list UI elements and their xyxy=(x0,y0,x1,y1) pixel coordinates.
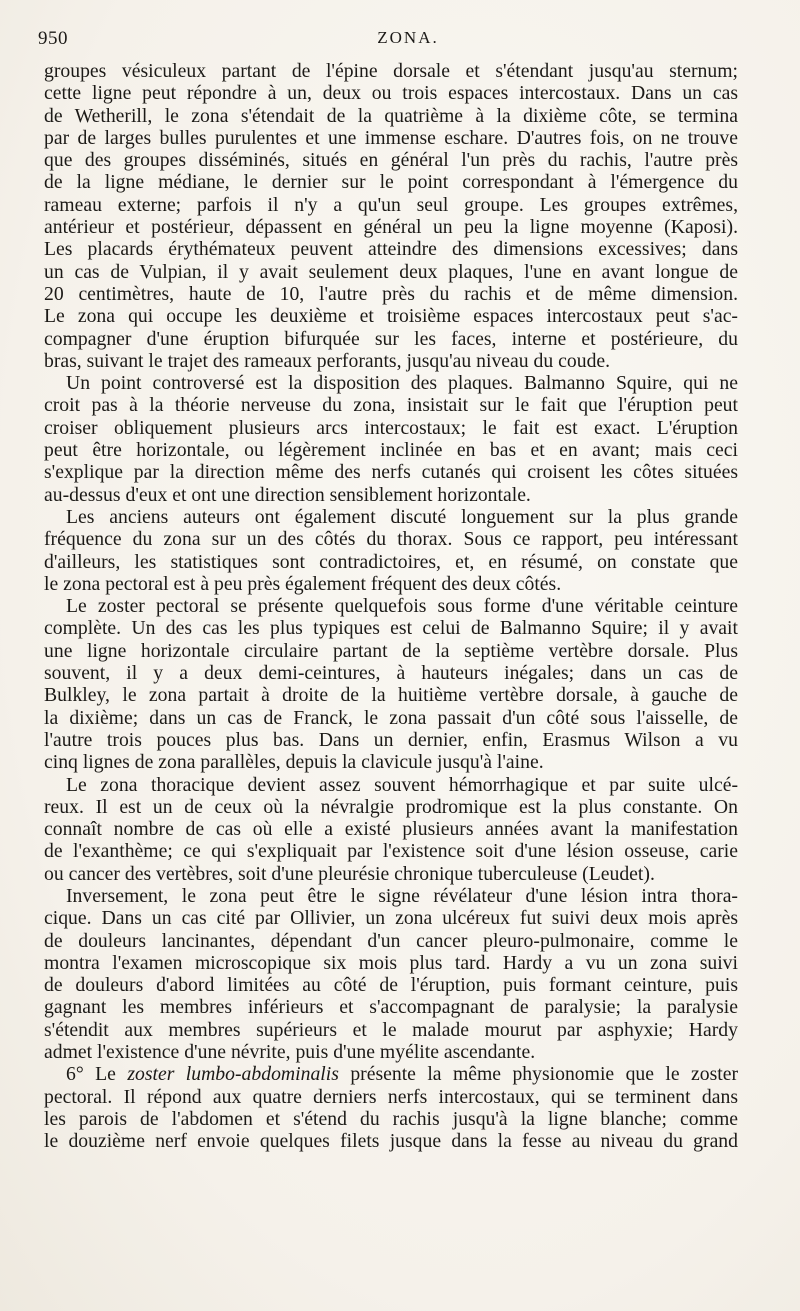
text-line: Le zona thoracique devient assez souvent hémorrhagique et par suite ulcé- xyxy=(66,773,738,796)
text-line: Les anciens auteurs ont également discuté longuement sur la plus grande xyxy=(66,505,738,528)
text-line: un cas de Vulpian, il y avait seulement deux plaques, l'une en avant longue de xyxy=(44,260,738,283)
text-line: Le zona qui occupe les deuxième et troisième espaces intercostaux peut s'ac- xyxy=(44,305,738,328)
text-line: le zona pectoral est à peu près également fréquent des deux côtés. xyxy=(44,572,562,595)
section-6-line xyxy=(44,1063,738,1085)
text-line: de la ligne médiane, le dernier sur le point correspondant à l'émergence du xyxy=(44,171,738,194)
text-line: croit pas à la théorie nerveuse du zona, insistait sur le fait que l'éruption peut xyxy=(44,394,738,417)
text-line: admet l'existence d'une névrite, puis d'une myélite ascendante. xyxy=(44,1041,536,1064)
text-line: bras, suivant le trajet des rameaux perforants, jusqu'au niveau du coude. xyxy=(44,349,611,372)
text-line: s'étendit aux membres supérieurs et le malade mourut par asphyxie; Hardy xyxy=(44,1018,738,1041)
text-line: gagnant les membres inférieurs et s'accompagnant de paralysie; la paralysie xyxy=(44,996,738,1019)
text-line: 20 centimètres, haute de 10, l'autre près du rachis et de même dimension. xyxy=(44,282,738,305)
text-line: Un point controversé est la disposition des plaques. Balmanno Squire, qui ne xyxy=(66,372,738,395)
text-line: d'ailleurs, les statistiques sont contradictoires, et, en résumé, on constate que xyxy=(44,550,738,573)
text-line: antérieur et postérieur, dépassent en général un peu la ligne moyenne (Kaposi). xyxy=(44,216,738,239)
text-line: fréquence du zona sur un des côtés du thorax. Sous ce rapport, peu intéressant xyxy=(44,528,738,551)
text-line: cette ligne peut répondre à un, deux ou trois espaces intercostaux. Dans un cas xyxy=(44,82,738,105)
text-line: s'explique par la direction même des nerfs cutanés qui croisent les côtes situées xyxy=(44,461,738,484)
text-line: de douleurs d'abord limitées au côté de l'éruption, puis formant ceinture, puis xyxy=(44,974,738,997)
text-line: une ligne horizontale circulaire partant de la septième vertèbre dorsale. Plus xyxy=(44,639,738,662)
text-line: de l'exanthème; ce qui s'expliquait par l'existence soit d'une lésion osseuse, carie xyxy=(44,840,738,863)
text-line: montra l'examen microscopique six mois plus tard. Hardy a vu un zona suivi xyxy=(44,951,738,974)
text-line: pectoral. Il répond aux quatre derniers nerfs intercostaux, qui se terminent dans xyxy=(44,1085,738,1108)
text-line: par de larges bulles purulentes et une immense eschare. D'autres fois, on ne trouve xyxy=(44,126,738,149)
text-line: l'autre trois pouces plus bas. Dans un dernier, enfin, Erasmus Wilson a vu xyxy=(44,728,738,751)
page-number: 950 xyxy=(38,28,68,49)
text-line: cinq lignes de zona parallèles, depuis la clavicule jusqu'à l'aine. xyxy=(44,751,544,774)
text-line: Bulkley, le zona partait à droite de la huitième vertèbre dorsale, à gauche de xyxy=(44,684,738,707)
text-line: cique. Dans un cas cité par Ollivier, un zona ulcéreux fut suivi deux mois après xyxy=(44,907,738,930)
section-number: 6° xyxy=(66,1063,84,1086)
text-line: les parois de l'abdomen et s'étend du rachis jusqu'à la ligne blanche; comme xyxy=(44,1107,738,1130)
text-line: Les placards érythémateux peuvent atteindre des dimensions excessives; dans xyxy=(44,238,738,261)
text-line: compagner d'une éruption bifurquée sur les faces, interne et postérieure, du xyxy=(44,327,738,350)
text-line: complète. Un des cas les plus typiques est celui de Balmanno Squire; il y avait xyxy=(44,617,738,640)
text-line: de Wetherill, le zona s'étendait de la quatrième à la dixième côte, se termina xyxy=(44,104,738,127)
section-rest: présente la même physionomie que le zoster xyxy=(350,1063,738,1086)
text-line: reux. Il est un de ceux où la névralgie prodromique est la plus constante. On xyxy=(44,795,738,818)
italic-term: zoster lumbo-abdominalis xyxy=(127,1063,339,1086)
text-line: que des groupes disséminés, situés en général l'un près du rachis, l'autre près xyxy=(44,149,738,172)
text-line: ou cancer des vertèbres, soit d'une pleurésie chronique tuberculeuse (Leudet). xyxy=(44,862,655,885)
text-line: souvent, il y a deux demi-ceintures, à hauteurs inégales; dans un cas de xyxy=(44,662,738,685)
text-line: au-dessus d'eux et ont une direction sensiblement horizontale. xyxy=(44,483,531,506)
text-line: de douleurs lancinantes, dépendant d'un cancer pleuro-pulmonaire, comme le xyxy=(44,929,738,952)
text-line: connaît nombre de cas où elle a existé plusieurs années avant la manifestation xyxy=(44,818,738,841)
running-head: ZONA. xyxy=(377,28,439,47)
text-line: rameau externe; parfois il n'y a qu'un seul groupe. Les groupes extrêmes, xyxy=(44,193,738,216)
text-line: groupes vésiculeux partant de l'épine dorsale et s'étendant jusqu'au sternum; xyxy=(44,60,738,82)
text-line: Inversement, le zona peut être le signe révélateur d'une lésion intra thora- xyxy=(66,884,738,907)
section-article: Le xyxy=(95,1063,116,1086)
page-header xyxy=(38,28,778,54)
text-line: le douzième nerf envoie quelques filets jusque dans la fesse au niveau du grand xyxy=(44,1130,738,1153)
text-line: croiser obliquement plusieurs arcs intercostaux; le fait est exact. L'éruption xyxy=(44,416,738,439)
text-line: la dixième; dans un cas de Franck, le zona passait d'un côté sous l'aisselle, de xyxy=(44,706,738,729)
text-line: Le zoster pectoral se présente quelquefois sous forme d'une véritable ceinture xyxy=(66,595,738,618)
body-text xyxy=(44,60,738,1153)
text-line: peut être horizontale, ou légèrement inclinée en bas et en avant; mais ceci xyxy=(44,439,738,462)
